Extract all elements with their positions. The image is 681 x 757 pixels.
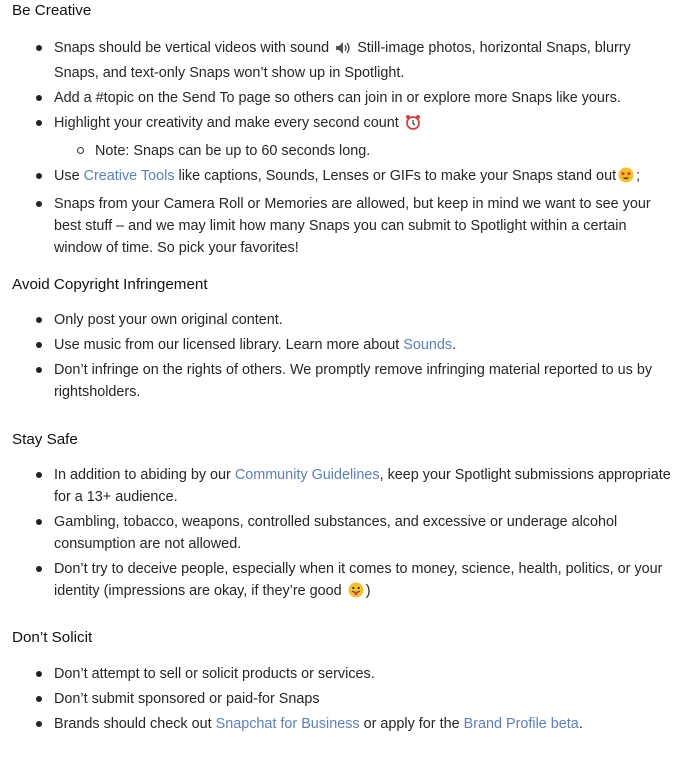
- speaker-icon: [335, 40, 351, 62]
- list-item: Don’t submit sponsored or paid-for Snaps: [0, 688, 681, 710]
- list-stay-safe: [0, 464, 681, 608]
- list-dont-solicit: [0, 663, 681, 738]
- sub-list-item: Note: Snaps can be up to 60 seconds long.: [0, 140, 681, 162]
- list-item: Add a #topic on the Send To page so others can join in or explore more Snaps like yours.: [0, 87, 681, 109]
- list-item: Gambling, tobacco, weapons, controlled substances, and excessive or underage alcohol consumption are not allowed.: [0, 511, 681, 555]
- list-item: Snaps should be vertical videos with sound Still-image photos, horizontal Snaps, blurry Snaps, and text-only Snaps won’t show up in Spotlight.: [0, 37, 681, 84]
- creative-tools-link[interactable]: Creative Tools: [83, 168, 175, 184]
- brand-profile-beta-link[interactable]: Brand Profile beta: [463, 716, 579, 732]
- heading-be-creative: Be Creative: [12, 2, 92, 19]
- tongue-out-emoji-icon: [348, 582, 364, 605]
- heading-stay-safe: Stay Safe: [12, 431, 78, 448]
- heading-avoid-copyright: Avoid Copyright Infringement: [12, 276, 208, 293]
- community-guidelines-link[interactable]: Community Guidelines: [234, 467, 380, 483]
- list-item: Highlight your creativity and make every second count: [0, 112, 681, 137]
- list-item: Use Creative Tools like captions, Sounds, Lenses or GIFs to make your Snaps stand out ;: [0, 165, 681, 190]
- list-item: Use music from our licensed library. Learn more about Sounds.: [0, 334, 681, 356]
- star-struck-emoji-icon: [618, 167, 634, 190]
- list-item: In addition to abiding by our Community Guidelines, keep your Spotlight submissions appropriate for a 13+ audience.: [0, 464, 681, 508]
- heading-dont-solicit: Don’t Solicit: [12, 629, 93, 646]
- list-item: Don’t infringe on the rights of others. We promptly remove infringing material reported to us by rightsholders.: [0, 359, 681, 403]
- list-item: Don’t try to deceive people, especially when it comes to money, science, health, politics, or your identity (impressions are okay, if they’re good ): [0, 558, 681, 605]
- list-item: Only post your own original content.: [0, 309, 681, 331]
- list-item: Don’t attempt to sell or solicit products or services.: [0, 663, 681, 685]
- list-item: Snaps from your Camera Roll or Memories are allowed, but keep in mind we want to see your best stuff – and we may limit how many Snaps you can submit to Spotlight within a certain window of time. So pick your favorites!: [0, 193, 681, 259]
- snapchat-for-business-link[interactable]: Snapchat for Business: [215, 716, 360, 732]
- sounds-link[interactable]: Sounds: [403, 337, 453, 353]
- list-avoid-copyright: [0, 309, 681, 406]
- list-be-creative: [0, 37, 681, 262]
- alarm-clock-icon: [405, 114, 421, 137]
- list-item: Brands should check out Snapchat for Business or apply for the Brand Profile beta.: [0, 713, 681, 735]
